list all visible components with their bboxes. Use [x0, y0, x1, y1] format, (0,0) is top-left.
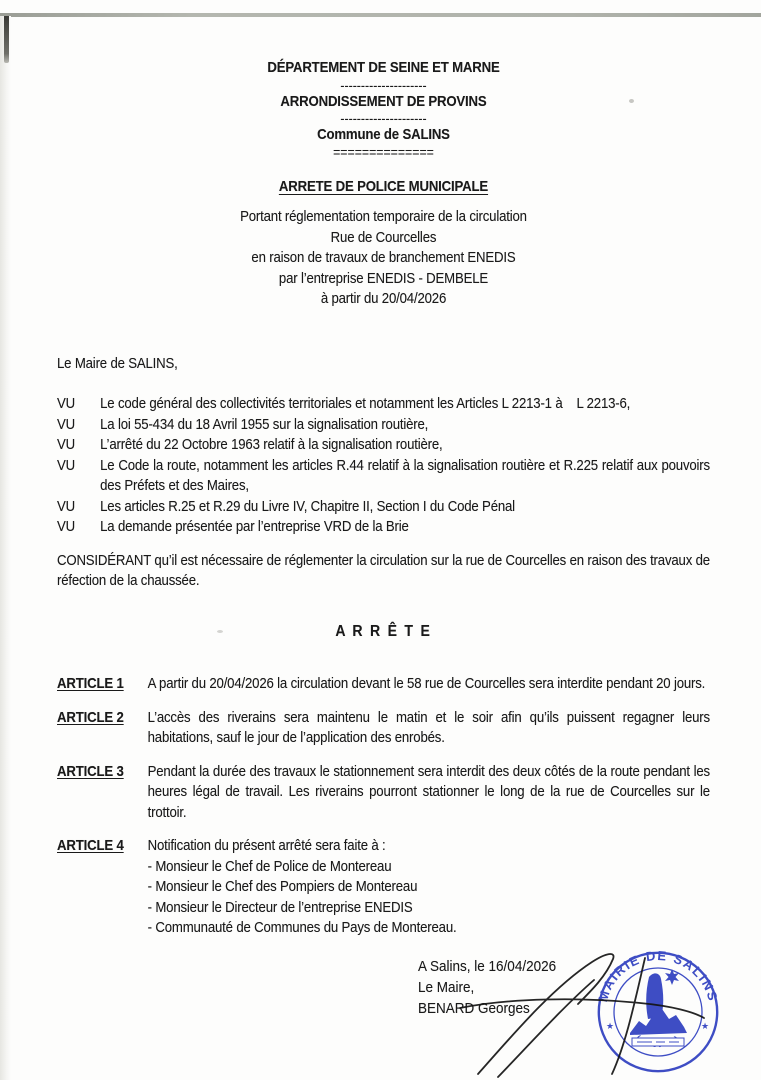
arrondissement-title: ARRONDISSEMENT DE PROVINS [280, 92, 487, 110]
vu-label: VU [57, 518, 75, 535]
signer-name: BENARD Georges [418, 1000, 530, 1017]
commune-title: Commune de SALINS [317, 126, 450, 143]
separator-equals: ============== [333, 143, 434, 160]
handwritten-signature [440, 946, 720, 1080]
subject-line: Portant réglementation temporaire de la circulation [240, 208, 527, 225]
place-and-date: A Salins, le 16/04/2026 [418, 958, 557, 975]
stamp-star-icon: ★ [701, 1022, 710, 1032]
article-3 [57, 762, 710, 824]
vu-item [57, 415, 710, 436]
vu-text: La demande présentée par l’entreprise VRD de la Brie [100, 518, 409, 535]
stamp-top-text-curved: MAIRIE DE SALINS [595, 947, 721, 1004]
vu-item [57, 517, 710, 538]
vu-list [57, 394, 710, 538]
separator-dashes: --------------------- [340, 110, 427, 126]
notified-party: - Monsieur le Chef de Police de Montereau [147, 857, 392, 875]
subject-line: à partir du 20/04/2026 [320, 290, 447, 307]
article-label: ARTICLE 3 [57, 762, 124, 780]
article-text: Pendant la durée des travaux le stationnement sera interdit des deux côtés de la route pendant les heures légal de travail. Les riverains pourront stationner le long de la rue de Courcelles sur le trottoir. [147, 762, 710, 821]
article-1 [57, 674, 710, 695]
notified-party: - Monsieur le Directeur de l’entreprise ENEDIS [147, 898, 413, 916]
signer-title: Le Maire, [418, 979, 475, 996]
articles-section [57, 674, 710, 939]
scan-artifact-corner-mark [4, 16, 9, 63]
vu-item [57, 435, 710, 456]
vu-label: VU [57, 456, 75, 474]
scan-artifact-top-edge [0, 13, 761, 17]
subject-block [57, 207, 710, 310]
stamp-star-icon: ★ [606, 1022, 615, 1032]
vu-text: Le Code la route, notamment les articles R.44 relatif à la signalisation routière et R.225 relatif aux pouvoirs des Préfets et des Maires, [100, 456, 710, 494]
vu-label: VU [57, 436, 75, 453]
signature-strokes [460, 954, 704, 1077]
subject-line: par l’entreprise ENEDIS - DEMBELE [278, 269, 489, 287]
department-title: DÉPARTEMENT DE SEINE ET MARNE [267, 59, 500, 76]
subject-line: Rue de Courcelles [330, 228, 437, 246]
article-label: ARTICLE 2 [57, 708, 124, 726]
considerant-paragraph: CONSIDÉRANT qu’il est nécessaire de réglementer la circulation sur la rue de Courcelles en raison des travaux de réfection de la chaussée. [57, 551, 710, 589]
vu-item [57, 456, 710, 497]
article-4 [57, 836, 710, 939]
arrete-heading: A R R Ê T E [335, 622, 432, 640]
scan-artifact-left-edge [0, 16, 11, 1080]
document-title: ARRETE DE POLICE MUNICIPALE [278, 177, 489, 195]
document-header [57, 58, 710, 310]
vu-label: VU [57, 497, 75, 515]
vu-label: VU [57, 395, 75, 412]
vu-item [57, 394, 710, 415]
vu-text: L’arrêté du 22 Octobre 1963 relatif à la signalisation routière, [100, 436, 443, 453]
vu-item [57, 497, 710, 518]
vu-text: Le code général des collectivités territoriales et notamment les Articles L 2213-1 à L 2213-6, [100, 395, 631, 412]
article-text: Notification du présent arrêté sera faite à : [147, 837, 386, 854]
article-body [148, 836, 710, 939]
notified-party: - Communauté de Communes du Pays de Montereau. [147, 919, 457, 936]
document-body [57, 58, 710, 939]
vu-text: La loi 55-434 du 18 Avril 1955 sur la signalisation routière, [100, 415, 429, 433]
vu-label: VU [57, 415, 75, 433]
article-text: A partir du 20/04/2026 la circulation devant le 58 rue de Courcelles sera interdite pendant 20 jours. [147, 675, 706, 692]
vu-text: Les articles R.25 et R.29 du Livre IV, Chapitre II, Section I du Code Pénal [100, 497, 515, 515]
article-label: ARTICLE 1 [57, 675, 124, 692]
article-2 [57, 708, 710, 749]
notified-party: - Monsieur le Chef des Pompiers de Montereau [147, 878, 418, 895]
subject-line: en raison de travaux de branchement ENEDIS [251, 249, 516, 266]
salutation: Le Maire de SALINS, [57, 354, 178, 372]
article-label: ARTICLE 4 [57, 837, 124, 854]
article-text: L’accès des riverains sera maintenu le matin et le soir afin qu’ils puissent regagner leurs habitations, sauf le jour de l’application des enrobés. [147, 708, 710, 746]
separator-dashes: --------------------- [340, 76, 427, 93]
